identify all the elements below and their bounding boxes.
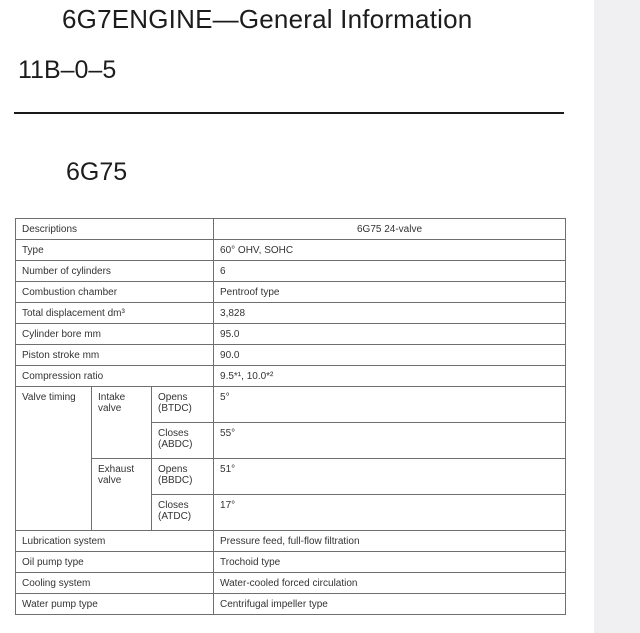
row-value: 90.0 (214, 345, 566, 366)
valve-timing-intake-opens-row (16, 387, 566, 423)
valve-timing-label: Valve timing (16, 387, 92, 531)
table-row (16, 303, 566, 324)
table-row (16, 345, 566, 366)
row-value: 6 (214, 261, 566, 282)
row-label: Compression ratio (16, 366, 214, 387)
row-label: Oil pump type (16, 552, 214, 573)
intake-opens-value: 5° (214, 387, 566, 423)
row-label: Cylinder bore mm (16, 324, 214, 345)
table-row (16, 366, 566, 387)
row-label: Combustion chamber (16, 282, 214, 303)
row-value: 95.0 (214, 324, 566, 345)
table-row (16, 573, 566, 594)
row-label: Water pump type (16, 594, 214, 615)
intake-opens-label: Opens (BTDC) (152, 387, 214, 423)
intake-closes-label: Closes (ABDC) (152, 423, 214, 459)
spec-table (15, 218, 566, 615)
exhaust-closes-label: Closes (ATDC) (152, 495, 214, 531)
table-row (16, 531, 566, 552)
row-value: Pentroof type (214, 282, 566, 303)
table-row (16, 261, 566, 282)
table-header-row (16, 219, 566, 240)
valve-timing-exhaust-opens-row (16, 459, 566, 495)
row-value: Centrifugal impeller type (214, 594, 566, 615)
row-label: Piston stroke mm (16, 345, 214, 366)
row-label: Cooling system (16, 573, 214, 594)
intake-valve-label: Intake valve (92, 387, 152, 459)
row-label: Number of cylinders (16, 261, 214, 282)
side-margin-strip (594, 0, 640, 633)
row-value: 9.5*¹, 10.0*² (214, 366, 566, 387)
column-header-descriptions: Descriptions (16, 219, 214, 240)
intake-closes-value: 55° (214, 423, 566, 459)
header-divider (14, 112, 564, 114)
row-label: Type (16, 240, 214, 261)
engine-model-heading: 6G75 (66, 158, 128, 186)
page-title: 6G7ENGINE—General Information (62, 4, 473, 34)
exhaust-closes-value: 17° (214, 495, 566, 531)
column-header-model: 6G75 24-valve (214, 219, 566, 240)
row-value: Pressure feed, full-flow filtration (214, 531, 566, 552)
row-value: 60° OHV, SOHC (214, 240, 566, 261)
table-row (16, 594, 566, 615)
table-row (16, 240, 566, 261)
table-row (16, 552, 566, 573)
section-code: 11B–0–5 (18, 56, 117, 84)
exhaust-valve-label: Exhaust valve (92, 459, 152, 531)
row-label: Lubrication system (16, 531, 214, 552)
row-value: Trochoid type (214, 552, 566, 573)
table-row (16, 324, 566, 345)
row-value: Water-cooled forced circulation (214, 573, 566, 594)
exhaust-opens-value: 51° (214, 459, 566, 495)
row-value: 3,828 (214, 303, 566, 324)
table-row (16, 282, 566, 303)
row-label: Total displacement dm³ (16, 303, 214, 324)
exhaust-opens-label: Opens (BBDC) (152, 459, 214, 495)
